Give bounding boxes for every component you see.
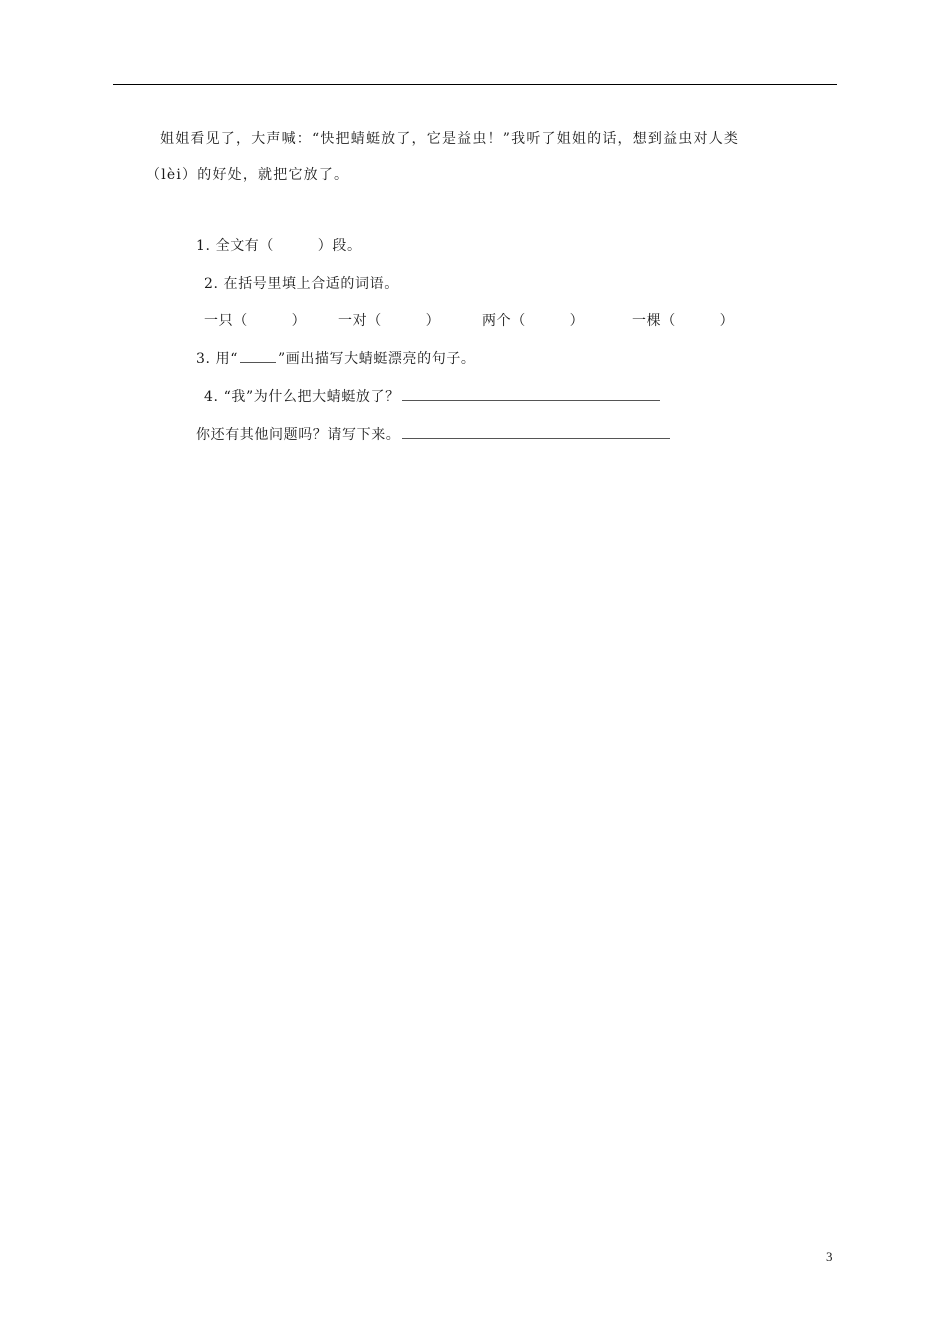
passage-line-2: （lèi）的好处，就把它放了。 <box>146 167 350 183</box>
question-2: 2. 在括号里填上合适的词语。 <box>204 276 399 292</box>
question-4-text: 4. “我”为什么把大蜻蜓放了？ <box>204 389 400 405</box>
question-3 <box>196 348 476 368</box>
page-number: 3 <box>826 1249 833 1264</box>
fill-item-4: 一棵（ ） <box>632 313 735 329</box>
question-2-items <box>204 310 764 330</box>
fill-item-1: 一只（ ） <box>204 313 307 329</box>
question-4 <box>204 386 660 406</box>
question-3-underline <box>240 348 276 363</box>
fill-item-2: 一对（ ） <box>338 313 441 329</box>
question-3-prefix: 3. 用“ <box>196 351 238 367</box>
answer-line-5[interactable] <box>402 424 670 439</box>
question-5-text: 你还有其他问题吗？请写下来。 <box>196 427 401 443</box>
fill-item-3: 两个（ ） <box>482 313 585 329</box>
question-1: 1. 全文有（ ）段。 <box>196 238 362 254</box>
passage-line-1: 姐姐看见了，大声喊：“快把蜻蜓放了，它是益虫！”我听了姐姐的话，想到益虫对人类 <box>160 131 740 147</box>
question-3-suffix: ”画出描写大蜻蜓漂亮的句子。 <box>277 351 476 367</box>
answer-line-4[interactable] <box>402 386 660 401</box>
header-rule <box>113 84 837 85</box>
question-5 <box>196 424 670 444</box>
